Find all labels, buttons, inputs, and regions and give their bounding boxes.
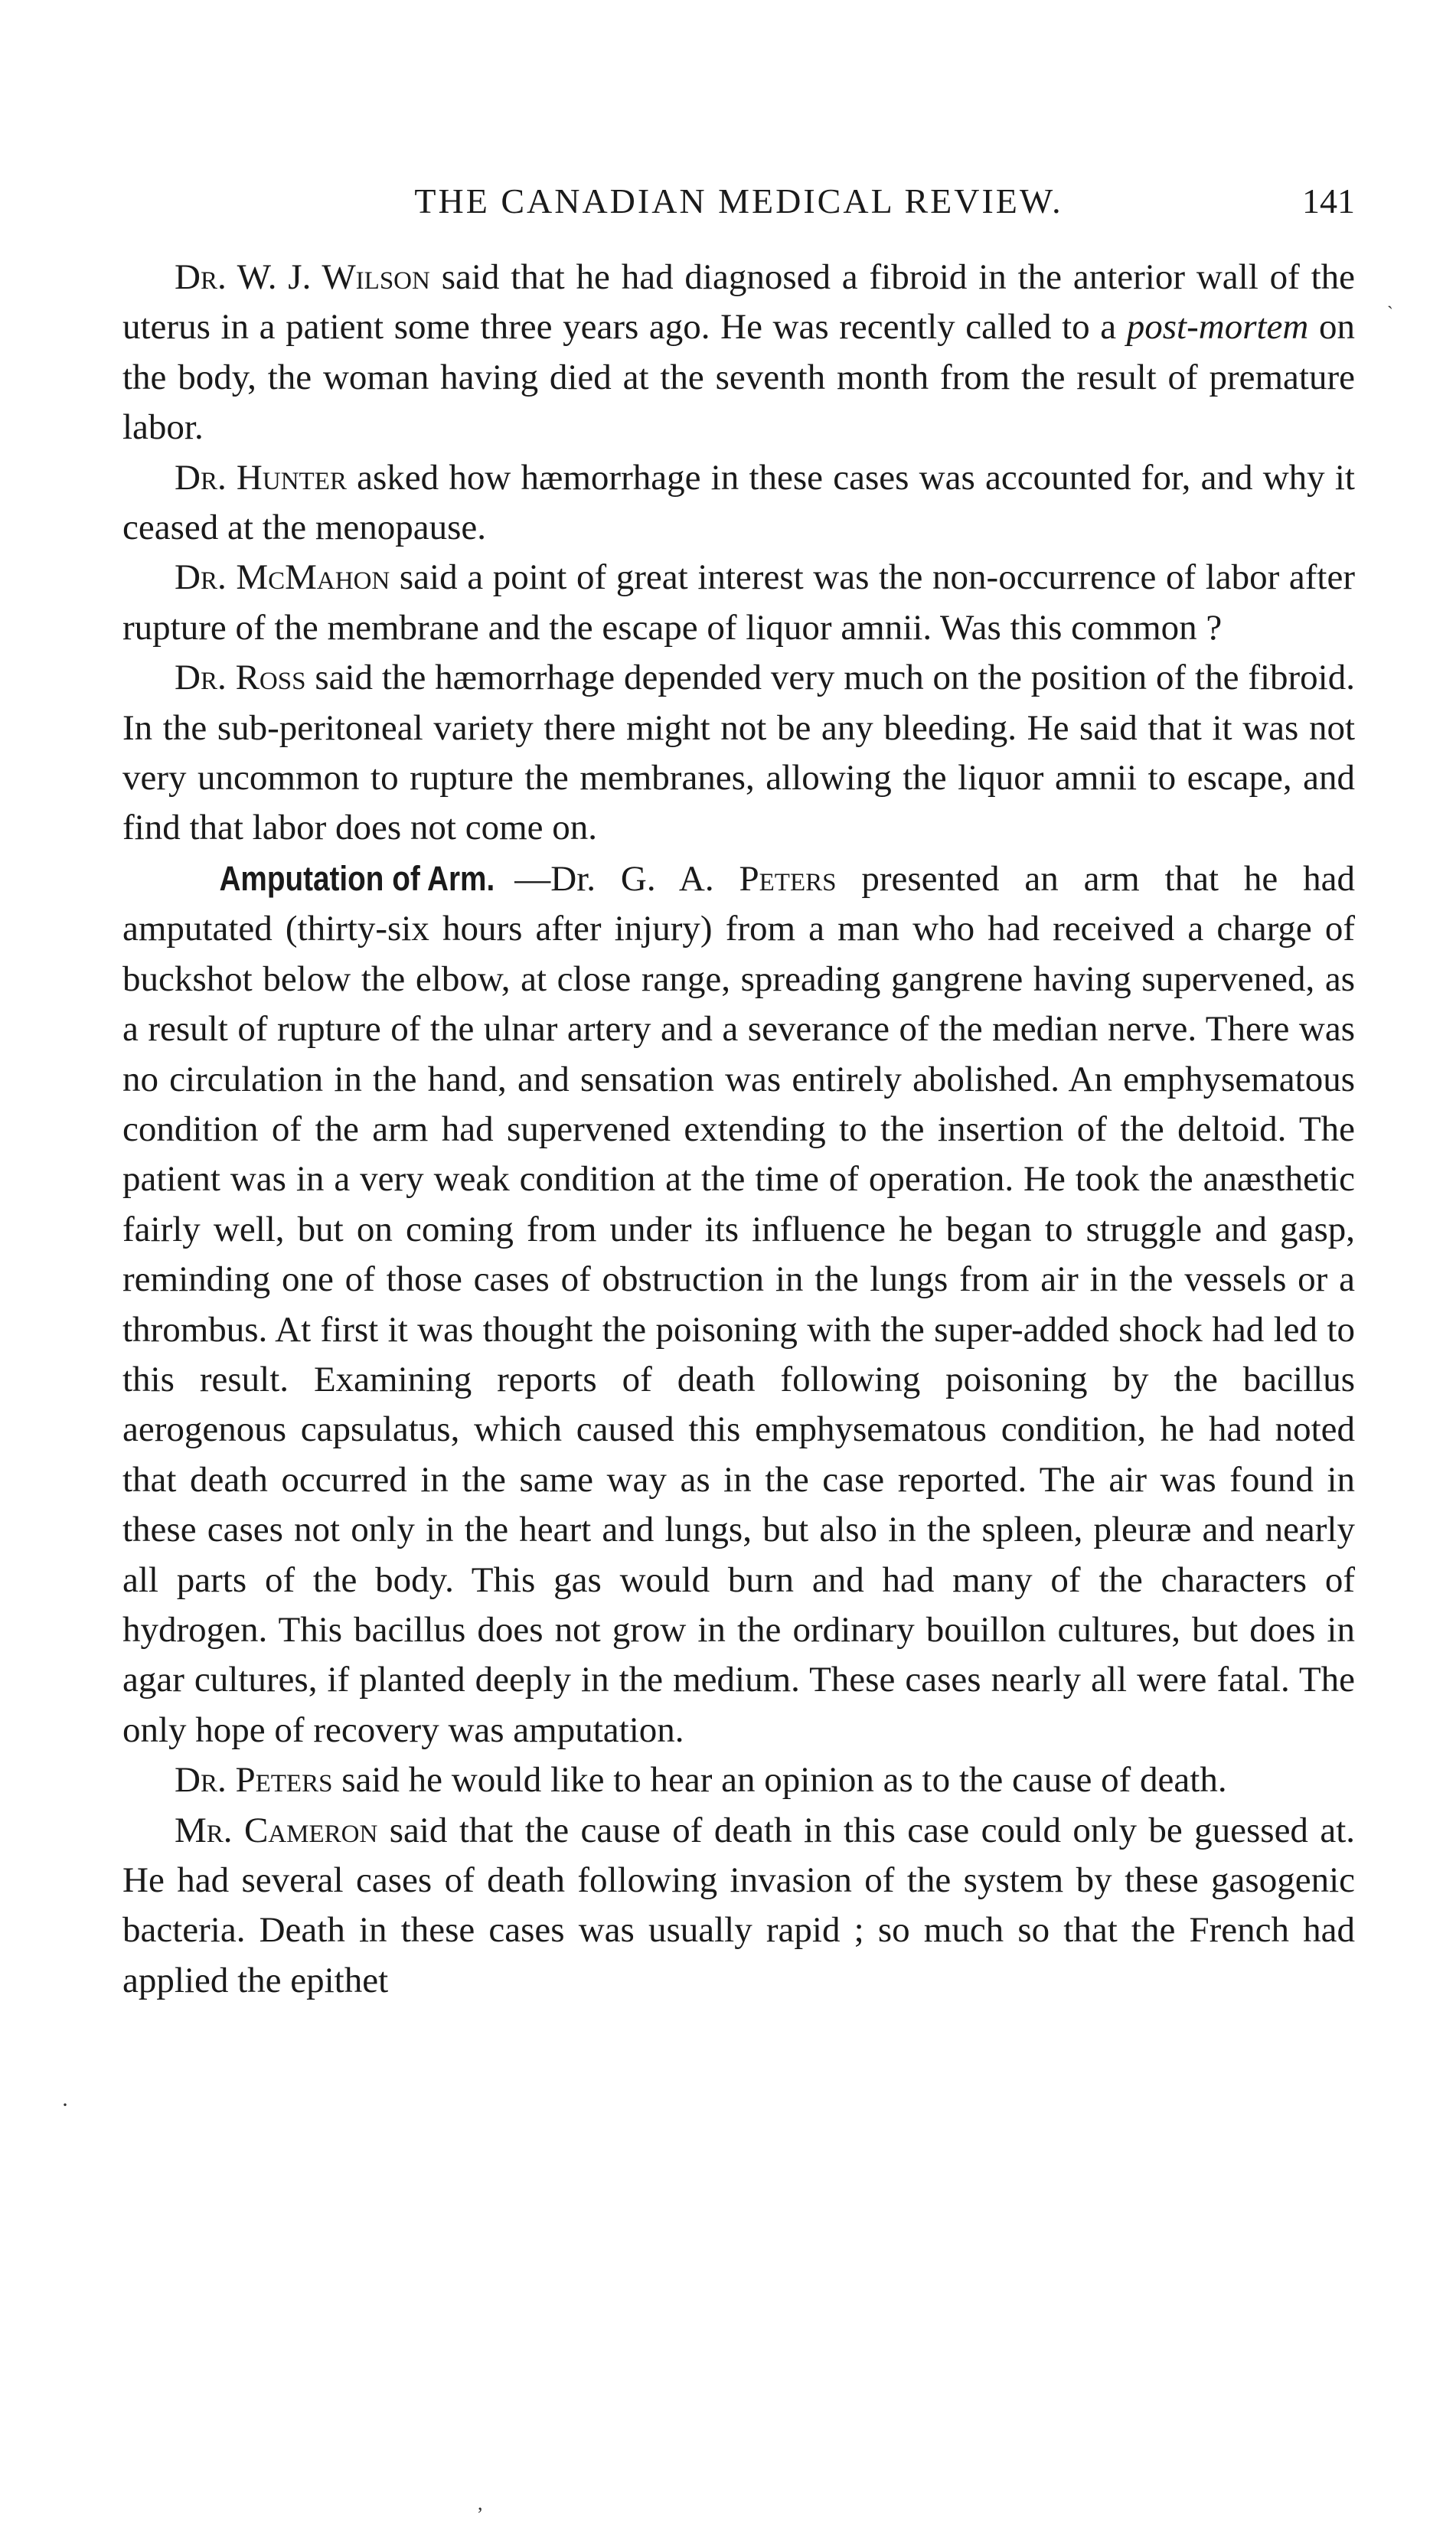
speaker-prefix: —Dr. G. A. xyxy=(514,858,739,899)
running-head xyxy=(122,175,1355,228)
paragraph-text: said that he had diagnosed a fibroid in the anterior wall of the uterus in a patient some three years ago. He was recently called to a xyxy=(122,257,1355,348)
paragraph-ross xyxy=(122,653,1355,854)
paragraph-text: said that the cause of death in this case could only be guessed at. He had several cases of death following invasion of the system by these gasogenic bacteria. Death in these cases was usually rapid ; so much so that the French had applied the epithet xyxy=(122,1810,1355,2000)
scan-speck: ` xyxy=(1387,304,1393,324)
paragraph-text: said a point of great interest was the non-occurrence of labor after rupture of the membrane and the escape of liquor amnii. Was this common ? xyxy=(122,557,1356,648)
section-heading: Amputation of Arm. xyxy=(219,858,495,898)
paragraph-text: asked how hæmorrhage in these cases was accounted for, and why it ceased at the menopause. xyxy=(122,457,1355,548)
paragraph-text: presented an arm that he had amputated (thirty-six hours after injury) from a man who had received a charge of buckshot below the elbow, at close range, spreading gangrene having supervened, as a result of rupture of the ulnar artery and a severance of the median nerve. There was no circulation in the hand, and sensation was entirely abolished. An emphysematous condition of the arm had supervened extending to the insertion of the deltoid. The patient was in a very weak condition at the time of operation. He took the anæsthetic fairly well, but on coming from under its influence he began to struggle and gasp, reminding one of those cases of obstruction in the lungs from air in the vessels or a thrombus. At first it was thought the poisoning with the super-added shock had led to this result. Examining reports of death following poisoning by the bacillus aerogenous capsulatus, which caused this emphysematous condition, he had noted that death occurred in the same way as in the case reported. The air was found in these cases not only in the heart and lungs, but also in the spleen, pleuræ and nearly all parts of the body. This gas would burn and had many of the characters of hydrogen. This bacillus does not grow in the ordinary bouillon cultures, but does in agar cultures, if planted deeply in the medium. These cases nearly all were fatal. The only hope of recovery was amputation. xyxy=(122,858,1355,1750)
paragraph-wilson xyxy=(122,253,1355,453)
paragraph-text: said the hæmorrhage depended very much on the position of the fibroid. In the sub-peritoneal variety there might not be any bleeding. He said that it was not very uncommon to rupture the membranes, allowing the liquor amnii to escape, and find that labor does not come on. xyxy=(122,658,1355,848)
paragraph-cameron xyxy=(122,1806,1355,2007)
latin-term: post-mortem xyxy=(1126,307,1309,348)
speaker-name: Mr. Cameron xyxy=(175,1810,378,1850)
paragraph-text: said he would like to hear an opinion as to the cause of death. xyxy=(332,1760,1227,1801)
paragraph-mcmahon xyxy=(122,553,1355,653)
speaker-name: Dr. Ross xyxy=(175,658,306,698)
paragraph-hunter xyxy=(122,453,1355,553)
speaker-name: Dr. W. J. Wilson xyxy=(175,257,430,297)
speaker-name: Dr. Peters xyxy=(175,1760,333,1801)
speaker-name: Dr. McMahon xyxy=(175,557,390,598)
paragraph-text: on the body, the woman having died at the seventh month from the result of premature labor. xyxy=(122,307,1355,448)
paragraph-peters xyxy=(122,1755,1355,1805)
page-number: 141 xyxy=(1302,181,1355,220)
body-text xyxy=(122,253,1355,2006)
journal-title: THE CANADIAN MEDICAL REVIEW. xyxy=(414,181,1063,220)
speaker-name: Peters xyxy=(739,858,837,899)
scan-speck: · xyxy=(61,2092,69,2118)
paragraph-amputation xyxy=(122,854,1355,1755)
speaker-name: Dr. Hunter xyxy=(175,457,347,498)
scan-speck: , xyxy=(478,2492,483,2514)
